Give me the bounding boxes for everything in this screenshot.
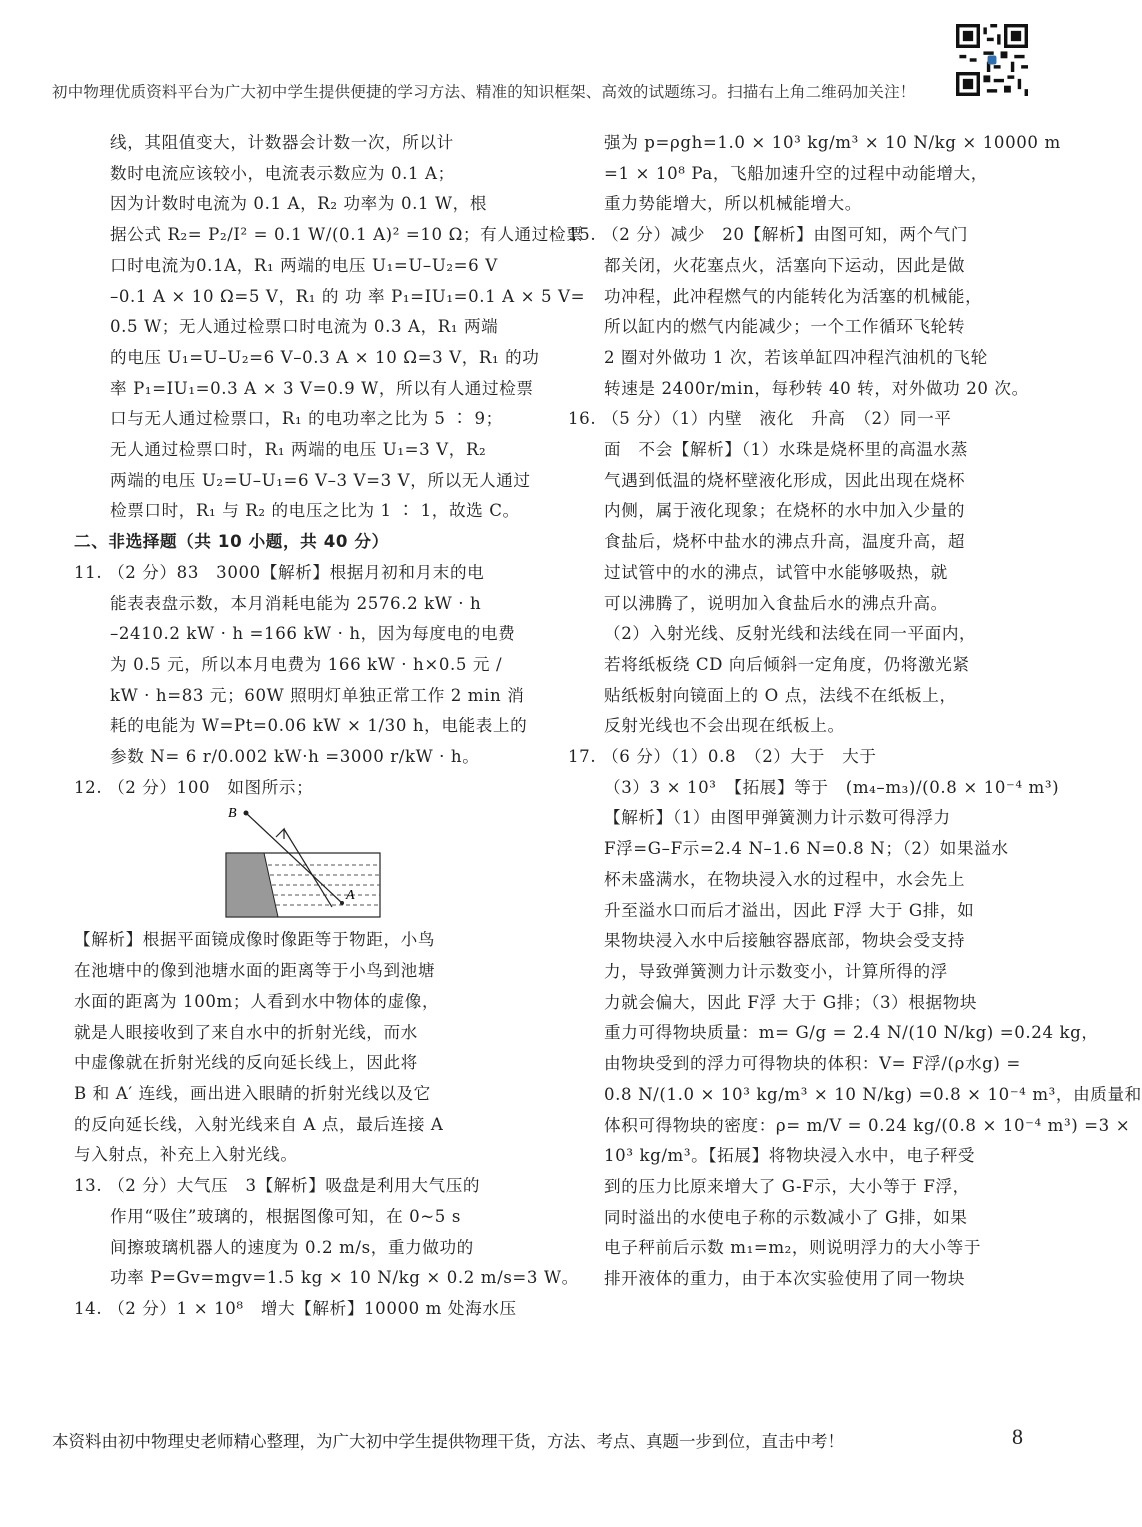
text-line: 的电压 U₁=U–U₂=6 V–0.3 A × 10 Ω=3 V，R₁ 的功 [110,347,540,367]
section-heading: 二、非选择题（共 10 小题，共 40 分） [74,532,389,552]
text-line: 口与无人通过检票口，R₁ 的电功率之比为 5 ∶ 9； [110,409,503,429]
text-line: 能表表盘示数，本月消耗电能为 2576.2 kW · h [110,593,482,613]
text-line: 据公式 R₂= P₂/I² = 0.1 W/(0.1 A)² =10 Ω；有人通过检票 [110,225,584,245]
text-line: 【解析】（1）由图甲弹簧测力计示数可得浮力 [604,808,951,828]
text-line: 强为 p=ρgh=1.0 × 10³ kg/m³ × 10 N/kg × 10000 m [604,133,1061,152]
text-line: 口时电流为0.1A，R₁ 两端的电压 U₁=U–U₂=6 V [110,255,498,275]
text-line: 气遇到低温的烧杯壁液化形成，因此出现在烧杯 [604,470,966,490]
left-column [74,128,586,1325]
text-line: 率 P₁=IU₁=0.3 A × 3 V=0.9 W，所以有人通过检票 [110,378,534,398]
text-line: 可以沸腾了，说明加入食盐后水的沸点升高。 [604,593,948,613]
point-a-dot [340,901,344,905]
text-line: kW · h=83 元；60W 照明灯单独正常工作 2 min 消 [110,685,525,705]
text-line: 贴纸板射向镜面上的 O 点，法线不在纸板上， [604,685,957,705]
text-line: 体积可得物块的密度：ρ= m/V = 0.24 kg/(0.8 × 10⁻⁴ m³) =3 × [604,1115,1131,1135]
text-line: 水面的距离为 100m；人看到水中物体的虚像， [74,991,440,1011]
text-line: 因为计数时电流为 0.1 A，R₂ 功率为 0.1 W，根 [110,194,488,214]
text-line: –2410.2 kW · h =166 kW · h，因为每度电的电费 [110,624,516,644]
text-line: 为 0.5 元，所以本月电费为 166 kW · h×0.5 元 / [110,654,503,674]
text-line: 10³ kg/m³。【拓展】将物块浸入水中，电子秤受 [604,1146,976,1166]
text-line: 无人通过检票口时，R₁ 两端的电压 U₁=3 V，R₂ [110,440,487,460]
text-line: 过试管中的水的沸点，试管中水能够吸热，就 [604,562,948,582]
text-line: （2）入射光线、反射光线和法线在同一平面内， [604,624,977,644]
text-line: 杯未盛满水，在物块浸入水的过程中，水会先上 [604,869,966,889]
text-line: =1 × 10⁸ Pa，飞船加速升空的过程中动能增大， [604,163,988,183]
text-line: 0.5 W；无人通过检票口时电流为 0.3 A，R₁ 两端 [110,317,499,337]
text-line: F浮=G–F示=2.4 N–1.6 N=0.8 N；（2）如果溢水 [604,839,1009,859]
page-number: 8 [1012,1424,1023,1449]
text-line: 作用“吸住”玻璃的，根据图像可知，在 0~5 s [110,1206,461,1226]
label-a: A [346,888,356,904]
text-line: 间擦玻璃机器人的速度为 0.2 m/s，重力做功的 [110,1237,474,1257]
question-15: 15. （2 分）减少 20【解析】由图可知，两个气门 [568,225,969,245]
text-line: 耗的电能为 W=Pt=0.06 kW × 1/30 h，电能表上的 [110,716,528,736]
text-line: 反射光线也不会出现在纸板上。 [604,716,845,736]
right-column [568,128,1142,1295]
text-line: 重力势能增大，所以机械能增大。 [604,194,862,214]
qr-code-image [956,24,1028,96]
page-header: 初中物理优质资料平台为广大初中学生提供便捷的学习方法、精准的知识框架、高效的试题练习。扫描右上角二维码加关注！ [52,83,916,101]
text-line: 检票口时，R₁ 与 R₂ 的电压之比为 1 ∶ 1，故选 C。 [110,501,520,521]
text-line: 数时电流应该较小，电流表示数应为 0.1 A； [110,163,455,183]
pond-refraction-diagram [224,807,384,919]
text-line: 功率 P=Gv=mgv=1.5 kg × 10 N/kg × 0.2 m/s=3 W。 [110,1268,579,1288]
page-footer: 本资料由初中物理史老师精心整理，为广大初中学生提供物理干货，方法、考点、真题一步到位，直击中考！ [52,1432,844,1451]
text-line: 力，导致弹簧测力计示数变小，计算所得的浮 [604,961,948,981]
question-14: 14. （2 分）1 × 10⁸ 增大【解析】10000 m 处海水压 [74,1298,517,1318]
text-line: 转速是 2400r/min，每秒转 40 转，对外做功 20 次。 [604,378,1029,398]
text-line: 电子秤前后示数 m₁=m₂，则说明浮力的大小等于 [604,1238,982,1258]
point-b-dot [244,811,249,816]
text-line: 到的压力比原来增大了 G-F示，大小等于 F浮， [604,1176,970,1196]
text-line: 与入射点，补充上入射光线。 [74,1145,298,1165]
text-line: 由物块受到的浮力可得物块的体积：V= F浮/(ρ水g) = [604,1054,1021,1074]
text-line: 2 圈对外做功 1 次，若该单缸四冲程汽油机的飞轮 [604,347,988,367]
text-line: 都关闭，火花塞点火，活塞向下运动，因此是做 [604,255,966,275]
text-line: 力就会偏大，因此 F浮 大于 G排；（3）根据物块 [604,992,978,1012]
text-line: 食盐后，烧杯中盐水的沸点升高，温度升高，超 [604,532,966,552]
text-line: 升至溢水口而后才溢出，因此 F浮 大于 G排，如 [604,900,975,920]
text-line: 两端的电压 U₂=U–U₁=6 V–3 V=3 V，所以无人通过 [110,470,531,490]
text-line: 就是人眼接收到了来自水中的折射光线，而水 [74,1022,418,1042]
text-line: 参数 N= 6 r/0.002 kW·h =3000 r/kW · h。 [110,747,480,767]
text-line: 中虚像就在折射光线的反向延长线上，因此将 [74,1053,418,1073]
text-line: 线，其阻值变大，计数器会计数一次，所以计 [110,133,454,152]
text-line: B 和 A′ 连线，画出进入眼睛的折射光线以及它 [74,1083,431,1103]
text-line: 的反向延长线，入射光线来自 A 点，最后连接 A [74,1114,444,1134]
text-line: 若将纸板绕 CD 向后倾斜一定角度，仍将激光紧 [604,654,970,674]
question-17: 17. （6 分）（1）0.8 （2）大于 大于 [568,747,877,767]
question-12: 12. （2 分）100 如图所示； [74,777,314,797]
text-line: 同时溢出的水使电子称的示数减小了 G排，如果 [604,1207,968,1227]
label-b: B [228,806,238,822]
question-13: 13. （2 分）大气压 3【解析】吸盘是利用大气压的 [74,1176,481,1196]
text-line: 【解析】根据平面镜成像时像距等于物距，小鸟 [74,930,436,950]
text-line: 重力可得物块质量：m= G/g = 2.4 N/(10 N/kg) =0.24 kg， [604,1023,1099,1043]
text-line: 果物块浸入水中后接触容器底部，物块会受支持 [604,931,966,951]
text-line: 0.8 N/(1.0 × 10³ kg/m³ × 10 N/kg) =0.8 × 10⁻⁴ m³，由质量和 [604,1084,1142,1104]
text-line: 面 不会【解析】（1）水珠是烧杯里的高温水蒸 [604,440,968,460]
question-16: 16. （5 分）（1）内壁 液化 升高 （2）同一平 [568,409,952,429]
question-11: 11. （2 分）83 3000【解析】根据月初和月末的电 [74,562,485,582]
text-line: 功冲程，此冲程燃气的内能转化为活塞的机械能， [604,286,983,306]
text-line: 排开液体的重力，由于本次实验使用了同一物块 [604,1269,966,1289]
text-line: 内侧，属于液化现象；在烧杯的水中加入少量的 [604,501,966,521]
text-line: 在池塘中的像到池塘水面的距离等于小鸟到池塘 [74,961,436,981]
text-line: –0.1 A × 10 Ω=5 V，R₁ 的 功 率 P₁=IU₁=0.1 A × 5 V= [110,286,586,306]
text-line: （3）3 × 10³ 【拓展】等于 (m₄–m₃)/(0.8 × 10⁻⁴ m³) [604,777,1060,797]
text-line: 所以缸内的燃气内能减少；一个工作循环飞轮转 [604,317,966,337]
